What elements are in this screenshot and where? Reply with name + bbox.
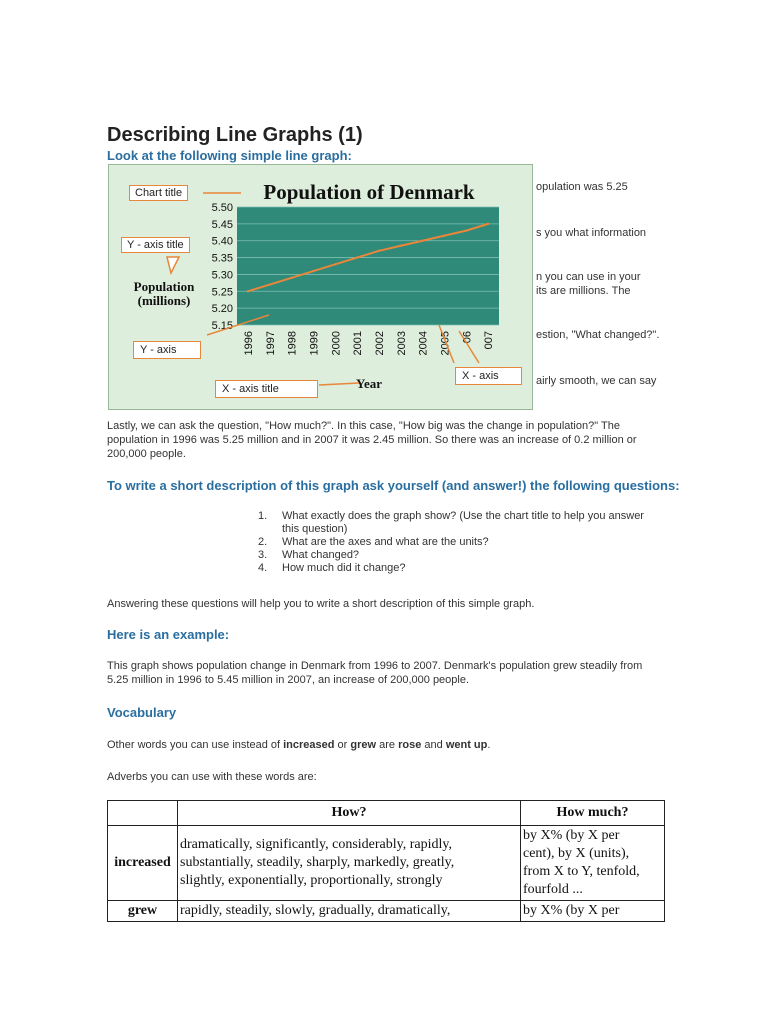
table-row	[108, 901, 665, 922]
x-tick-label: 007	[483, 331, 496, 350]
plot-area	[237, 207, 499, 325]
y-tick-label: 5.40	[211, 235, 233, 248]
how-much-cell: by X% (by X per	[521, 901, 665, 922]
data-point	[465, 229, 467, 231]
vocabulary-table	[107, 800, 665, 922]
how-much-cell: by X% (by X per cent), by X (units), from X to Y, tenfold, fourfold ...	[521, 826, 665, 901]
y-axis-title-line1: Population	[133, 279, 195, 294]
side-text-5: estion, "What changed?".	[536, 329, 660, 341]
callout-y-axis-title: Y - axis title	[121, 237, 190, 253]
table-header-row	[108, 801, 665, 826]
callout-x-axis-title: X - axis title	[215, 380, 318, 398]
table-header-cell: How much?	[521, 801, 665, 826]
list-item: 4. How much did it change?	[258, 562, 406, 574]
callout-x-axis: X - axis	[455, 367, 522, 385]
table-header-cell: How?	[178, 801, 521, 826]
side-text-6: airly smooth, we can say	[536, 375, 657, 387]
y-axis-title-line2: (millions)	[137, 293, 191, 308]
data-point	[443, 234, 445, 236]
data-point	[356, 256, 358, 258]
chart-title: Population of Denmark	[263, 180, 475, 204]
side-text-3: n you can use in your	[536, 271, 641, 283]
table-row	[108, 826, 665, 901]
data-point	[487, 223, 489, 225]
heading-example: Here is an example:	[107, 627, 230, 642]
paragraph-other-words: Other words you can use instead of increased or grew are rose and went up.	[107, 739, 491, 751]
page-title: Describing Line Graphs (1)	[107, 124, 363, 146]
x-tick-label: 2000	[330, 331, 343, 356]
x-tick-label: 1996	[242, 331, 255, 356]
x-axis-title: Year	[356, 376, 382, 391]
paragraph-answering: Answering these questions will help you to write a short description of this simple graph.	[107, 598, 535, 610]
data-point	[334, 263, 336, 265]
callout-chart-title: Chart title	[129, 185, 188, 201]
data-point	[400, 245, 402, 247]
question-list	[258, 510, 668, 575]
how-cell: rapidly, steadily, slowly, gradually, dramatically,	[178, 901, 521, 922]
heading-vocabulary: Vocabulary	[107, 705, 177, 720]
side-text-4: its are millions. The	[536, 285, 631, 297]
how-cell: dramatically, significantly, considerably, rapidly, substantially, steadily, sharply, markedly, greatly, slightly, exponentially, proportionally, strongly	[178, 826, 521, 901]
page-subtitle: Look at the following simple line graph:	[107, 148, 352, 163]
side-text-2: s you what information	[536, 227, 647, 239]
y-tick-label: 5.15	[211, 320, 233, 332]
list-item: 2. What are the axes and what are the units?	[258, 536, 489, 548]
y-tick-label: 5.45	[211, 218, 233, 231]
side-text-1: opulation was 5.25	[536, 181, 628, 193]
paragraph-lastly: Lastly, we can ask the question, "How much?". In this case, "How big was the change in population?" The population in 1996 was 5.25 million and in 2007 it was 2.45 million. So there was an increase of 0.2 million or 200,000 people.	[107, 420, 637, 460]
row-label: grew	[108, 901, 178, 922]
chart-panel	[108, 164, 533, 410]
list-item: 1. What exactly does the graph show? (Use the chart title to help you answer this question)	[258, 510, 644, 535]
y-tick-label: 5.50	[211, 202, 233, 214]
callout-y-axis: Y - axis	[133, 341, 201, 359]
heading-questions: To write a short description of this graph ask yourself (and answer!) the following questions:	[107, 478, 680, 493]
data-point	[247, 290, 249, 292]
paragraph-adverbs: Adverbs you can use with these words are:	[107, 771, 317, 783]
data-point	[378, 250, 380, 252]
data-point	[269, 283, 271, 285]
data-point	[290, 277, 292, 279]
x-tick-label: 2005	[439, 331, 452, 356]
x-tick-label: 2002	[373, 331, 386, 356]
y-tick-label: 5.25	[211, 286, 233, 299]
y-tick-label: 5.20	[211, 303, 233, 316]
x-tick-label: 1997	[264, 331, 277, 356]
table-header-cell	[108, 801, 178, 826]
x-tick-label: 2003	[395, 331, 408, 356]
y-tick-label: 5.35	[211, 252, 233, 265]
data-point	[312, 270, 314, 272]
row-label: increased	[108, 826, 178, 901]
x-tick-label: 2004	[417, 331, 430, 356]
paragraph-example: This graph shows population change in Denmark from 1996 to 2007. Denmark's population grew steadily from 5.25 million in 1996 to 5.45 million in 2007, an increase of 200,000 people.	[107, 660, 643, 686]
list-item: 3. What changed?	[258, 549, 360, 561]
y-tick-label: 5.30	[211, 269, 233, 282]
data-point	[421, 240, 423, 242]
x-tick-label: 06	[461, 331, 474, 344]
x-tick-label: 1998	[286, 331, 299, 356]
x-tick-label: 1999	[308, 331, 321, 356]
x-tick-label: 2001	[352, 331, 365, 356]
